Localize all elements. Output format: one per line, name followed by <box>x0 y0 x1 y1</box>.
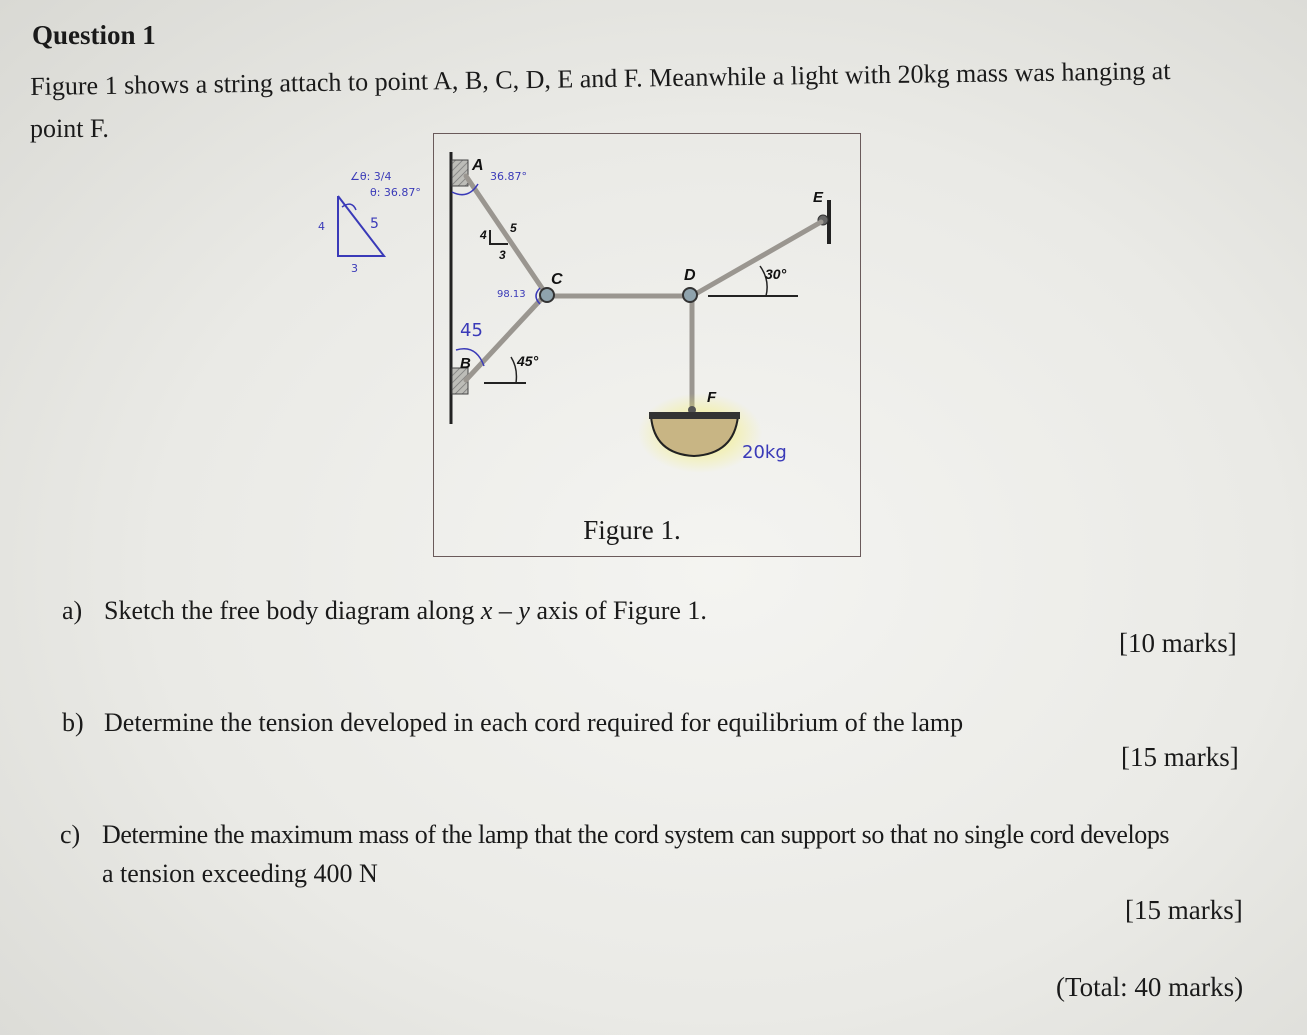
hand-mass-label: 20kg <box>742 442 787 463</box>
label-angle-45: 45° <box>517 353 539 369</box>
part-c-text-line-2: a tension exceeding 400 N <box>102 859 378 888</box>
part-c-letter: c) <box>60 820 81 849</box>
knot-d <box>683 288 697 302</box>
cord-de <box>692 222 821 296</box>
angle-arc-45 <box>511 357 516 383</box>
label-point-b: B <box>460 355 471 372</box>
hand-angle-c: 98.13 <box>497 289 526 300</box>
intro-text-line-1: Figure 1 shows a string attach to point A, B, C, D, E and F. Meanwhile a light with 20kg mass was hanging at <box>30 56 1171 101</box>
label-slope-5: 5 <box>510 221 517 235</box>
cord-ac <box>466 176 546 294</box>
part-b-letter: b) <box>62 708 84 737</box>
hand-theta-value: θ: 36.87° <box>370 186 421 199</box>
hand-tri-side-5: 5 <box>370 216 379 232</box>
hand-theta-ratio: ∠θ: 3/4 <box>350 170 392 183</box>
part-a-text <box>104 596 707 626</box>
hand-angle-b: 45 <box>460 320 483 341</box>
support-a-bracket <box>452 160 468 186</box>
label-point-c: C <box>551 271 563 288</box>
part-a-letter: a) <box>62 596 83 625</box>
figure-caption: Figure 1. <box>583 515 681 545</box>
part-a-text-after: axis of Figure 1. <box>529 596 707 625</box>
part-b-marks: [15 marks] <box>1121 742 1239 772</box>
hand-tri-side-3: 3 <box>351 262 358 275</box>
part-a-marks: [10 marks] <box>1119 628 1237 658</box>
label-point-d: D <box>684 267 696 284</box>
part-a-axis: x – y <box>480 596 530 625</box>
part-a-text-before: Sketch the free body diagram along <box>104 596 481 625</box>
total-marks: (Total: 40 marks) <box>1056 972 1244 1002</box>
label-point-f: F <box>707 389 717 406</box>
label-angle-30: 30° <box>765 266 787 282</box>
label-point-e: E <box>813 189 824 206</box>
intro-text-line-2: point F. <box>30 114 109 143</box>
question-title: Question 1 <box>32 20 156 50</box>
part-b-text: Determine the tension developed in each cord required for equilibrium of the lamp <box>104 708 964 737</box>
part-c-marks: [15 marks] <box>1125 895 1243 925</box>
label-point-a: A <box>472 157 484 174</box>
hand-angle-a: 36.87° <box>490 170 527 183</box>
part-c-text-line-1: Determine the maximum mass of the lamp that the cord system can support so that no single cord develops <box>102 820 1170 849</box>
hand-tri-side-4: 4 <box>318 220 325 233</box>
label-slope-3: 3 <box>499 248 506 262</box>
lamp-rim <box>649 412 740 419</box>
label-slope-4: 4 <box>480 228 487 242</box>
knot-c <box>540 288 554 302</box>
